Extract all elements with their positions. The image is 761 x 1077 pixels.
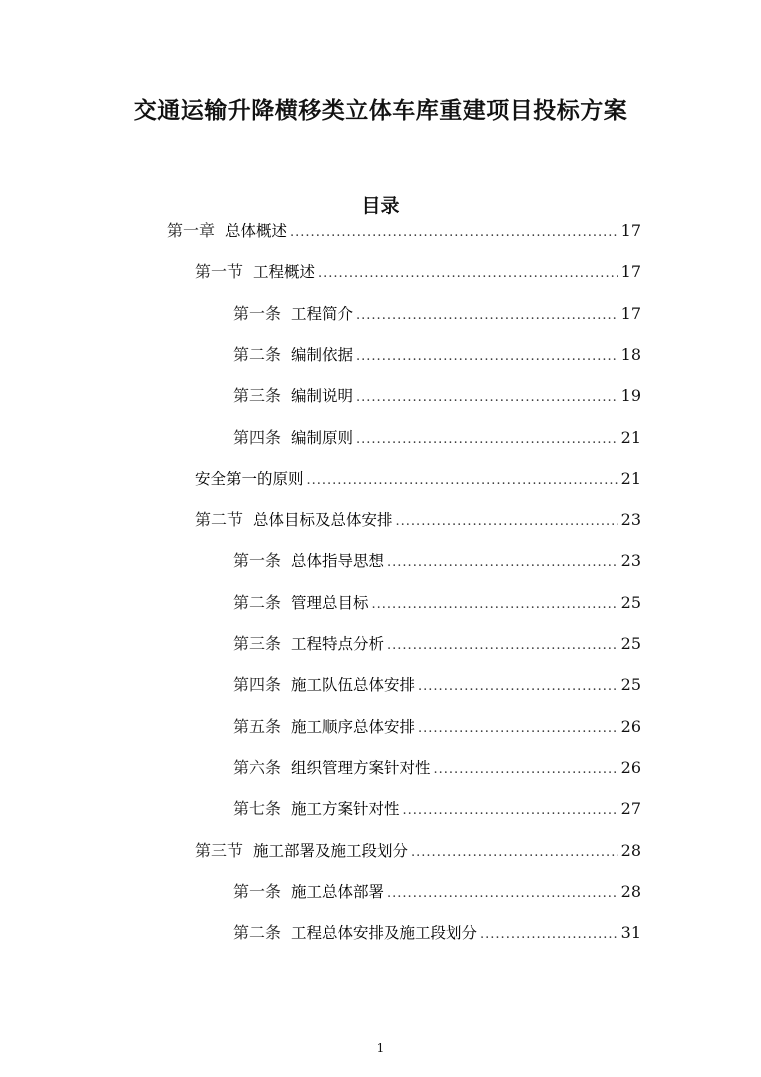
toc-entry-prefix: 第一节 [195,262,244,282]
toc-entry-label: 编制原则 [291,428,354,447]
toc-entry-label: 安全第一的原则 [195,469,304,488]
toc-dot-leader [356,423,618,457]
toc-entry-prefix: 第二条 [233,592,282,612]
toc-entry[interactable] [233,710,641,744]
page-number: 1 [376,1041,385,1055]
toc-entry-page-number: 26 [620,716,641,736]
toc-entry-label: 工程总体安排及施工段划分 [291,924,478,943]
toc-entry-page-number: 23 [620,510,641,530]
toc-entry[interactable] [195,834,641,868]
toc-entry-page-number: 28 [620,881,641,901]
toc-dot-leader [318,257,618,291]
toc-entry-page-number: 25 [620,592,641,612]
toc-dot-leader [418,670,618,704]
toc-entry[interactable] [233,792,641,826]
toc-entry[interactable] [233,297,641,331]
toc-entry-label: 施工部署及施工段划分 [253,841,409,860]
toc-dot-leader [290,216,618,250]
toc-dot-leader [387,877,618,911]
toc-entry-prefix: 第六条 [233,757,282,777]
toc-entry-label: 总体指导思想 [291,552,385,571]
toc-entry[interactable] [233,668,641,702]
toc-entry-page-number: 17 [620,221,641,240]
toc-entry-label: 工程概述 [253,263,316,282]
toc-dot-leader [356,299,618,333]
toc-entry[interactable] [233,379,641,413]
toc-entry-page-number: 28 [620,840,641,860]
toc-entry[interactable] [233,627,641,661]
toc-entry-label: 施工顺序总体安排 [291,717,416,736]
toc-dot-leader [356,381,618,415]
toc-entry-page-number: 25 [620,675,641,695]
toc-entry[interactable] [233,751,641,785]
toc-entry[interactable] [195,255,641,289]
toc-entry-page-number: 19 [620,386,641,406]
toc-entry-prefix: 第二条 [233,923,282,943]
document-title: 交通运输升降横移类立体车库重建项目投标方案 [133,98,628,124]
toc-dot-leader [403,794,618,828]
toc-entry-label: 编制依据 [291,345,354,364]
toc-entry-prefix: 第一章 [167,221,216,240]
toc-entry-prefix: 第四条 [233,675,282,695]
toc-dot-leader [387,546,618,580]
toc-entry-label: 施工总体部署 [291,882,385,901]
toc-entry[interactable] [233,544,641,578]
toc-entry[interactable] [233,338,641,372]
toc-dot-leader [411,836,618,870]
toc-entry-label: 总体概述 [225,222,288,240]
toc-entry-page-number: 18 [620,344,641,364]
toc-dot-leader [387,629,618,663]
toc-entry-prefix: 第一条 [233,303,282,323]
toc-entry-prefix: 第三条 [233,386,282,406]
toc-entry-prefix: 第三节 [195,840,244,860]
toc-entry-label: 编制说明 [291,387,354,406]
toc-dot-leader [480,918,618,952]
toc-entry-label: 施工队伍总体安排 [291,676,416,695]
toc-entry-page-number: 25 [620,634,641,653]
toc-entry-prefix: 第二节 [195,510,244,530]
toc-entry-prefix: 第五条 [233,716,282,736]
toc-entry-page-number: 27 [620,799,641,819]
toc-entry-prefix: 第一条 [233,881,282,901]
toc-entry-prefix: 第一条 [233,551,282,571]
toc-entry-page-number: 23 [620,551,641,571]
toc-entry-page-number: 17 [620,262,641,282]
toc-entry-prefix: 第四条 [233,427,282,447]
toc-entry-prefix: 第二条 [233,344,282,364]
toc-dot-leader [396,505,618,539]
toc-entry-page-number: 17 [620,303,641,323]
toc-entry[interactable] [195,462,641,496]
toc-entry[interactable] [195,503,641,537]
toc-dot-leader [356,340,618,374]
toc-entry-label: 组织管理方案针对性 [291,758,431,777]
toc-dot-leader [418,712,618,746]
toc-entry-page-number: 26 [620,757,641,777]
toc-dot-leader [434,753,618,787]
toc-dot-leader [372,588,618,622]
toc-entry-prefix: 第七条 [233,799,282,819]
toc-entry-label: 施工方案针对性 [291,800,400,819]
toc-entry[interactable] [233,421,641,455]
toc-entry[interactable] [233,916,641,950]
toc-entry-label: 总体目标及总体安排 [253,511,393,530]
toc-entry-page-number: 21 [620,468,641,488]
toc-entry-page-number: 31 [620,923,641,943]
toc-entry[interactable] [233,586,641,620]
toc-entry[interactable] [233,875,641,909]
toc-entry[interactable] [167,214,641,248]
toc-heading: 目录 [361,195,400,217]
toc-entry-page-number: 21 [620,427,641,447]
toc-entry-label: 管理总目标 [291,593,369,612]
toc-dot-leader [307,464,618,498]
toc-entry-label: 工程简介 [291,304,354,323]
toc-entry-prefix: 第三条 [233,634,282,653]
toc-entry-label: 工程特点分析 [291,635,385,653]
